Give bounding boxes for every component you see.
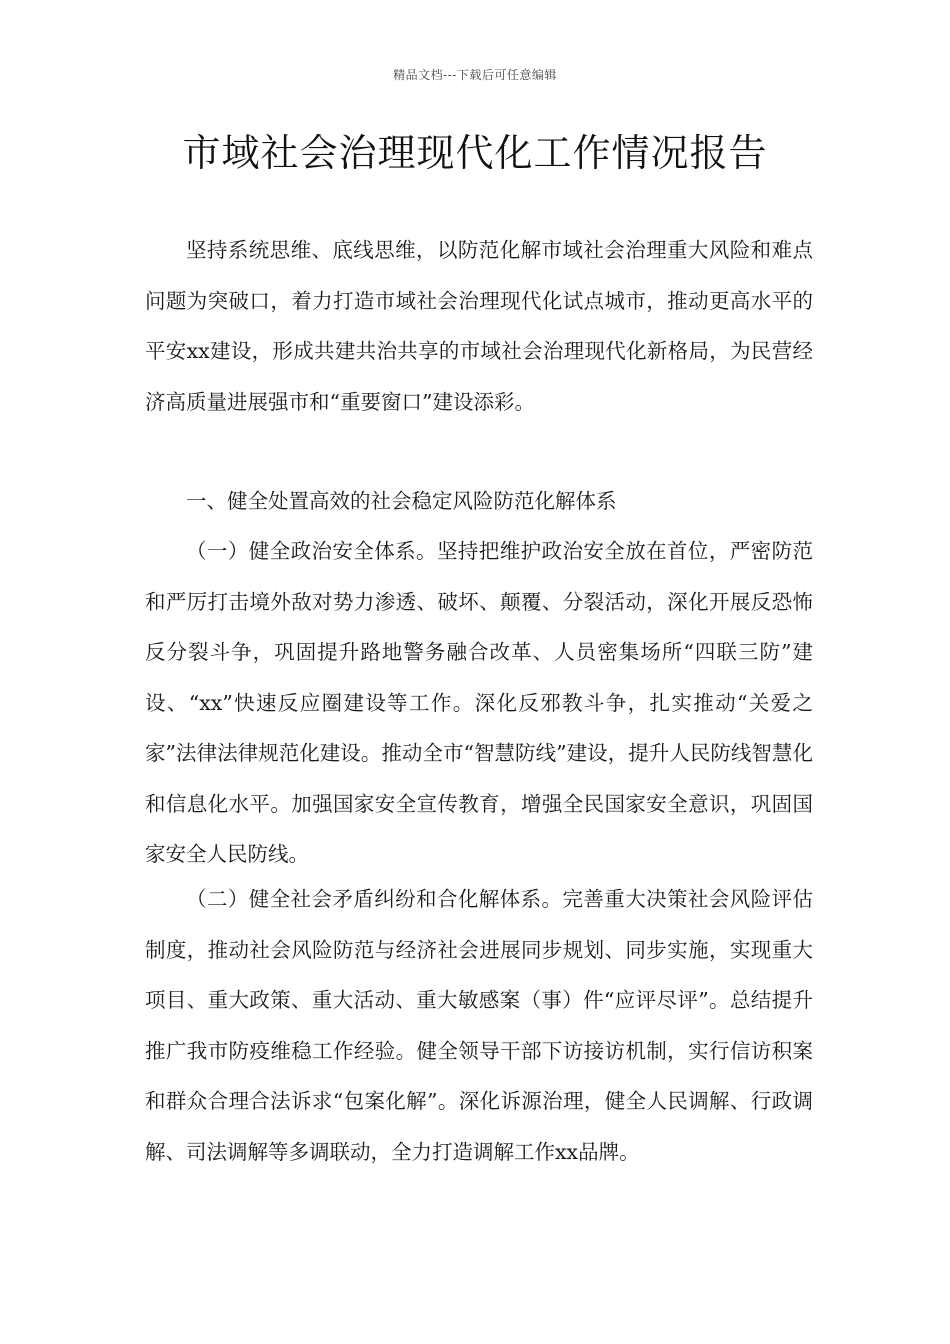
section-heading: 一、健全处置高效的社会稳定风险防范化解体系 xyxy=(186,489,617,513)
intro-paragraph: 坚持系统思维、底线思维，以防范化解市域社会治理重大风险和难点问题为突破口，着力打造市域社会治理现代化试点城市，推动更高水平的平安xx建设，形成共建共治共享的市域社会治理现代化新格局，为民营经济高质量进展强市和“重要窗口”建设添彩。 xyxy=(145,238,813,414)
document-title: 市域社会治理现代化工作情况报告 xyxy=(182,131,768,175)
paragraph-dispute-resolution: （二）健全社会矛盾纠纷和合化解体系。完善重大决策社会风险评估制度，推动社会风险防范与经济社会进展同步规划、同步实施，实现重大项目、重大政策、重大活动、重大敏感案（事）件“应评尽评”。总结提升推广我市防疫维稳工作经验。健全领导干部下访接访机制，实行信访积案和群众合理合法诉求“包案化解”。深化诉源治理，健全人民调解、行政调解、司法调解等多调联动，全力打造调解工作xx品牌。 xyxy=(145,887,813,1164)
header-note: 精品文档---下载后可任意编辑 xyxy=(393,68,557,82)
paragraph-political-security: （一）健全政治安全体系。坚持把维护政治安全放在首位，严密防范和严厉打击境外敌对势力渗透、破坏、颠覆、分裂活动，深化开展反恐怖反分裂斗争，巩固提升路地警务融合改革、人员密集场所“四联三防”建设、“xx”快速反应圈建设等工作。深化反邪教斗争，扎实推动“关爱之家”法律法律规范化建设。推动全市“智慧防线”建设，提升人民防线智慧化和信息化水平。加强国家安全宣传教育，增强全民国家安全意识，巩固国家安全人民防线。 xyxy=(145,539,813,866)
